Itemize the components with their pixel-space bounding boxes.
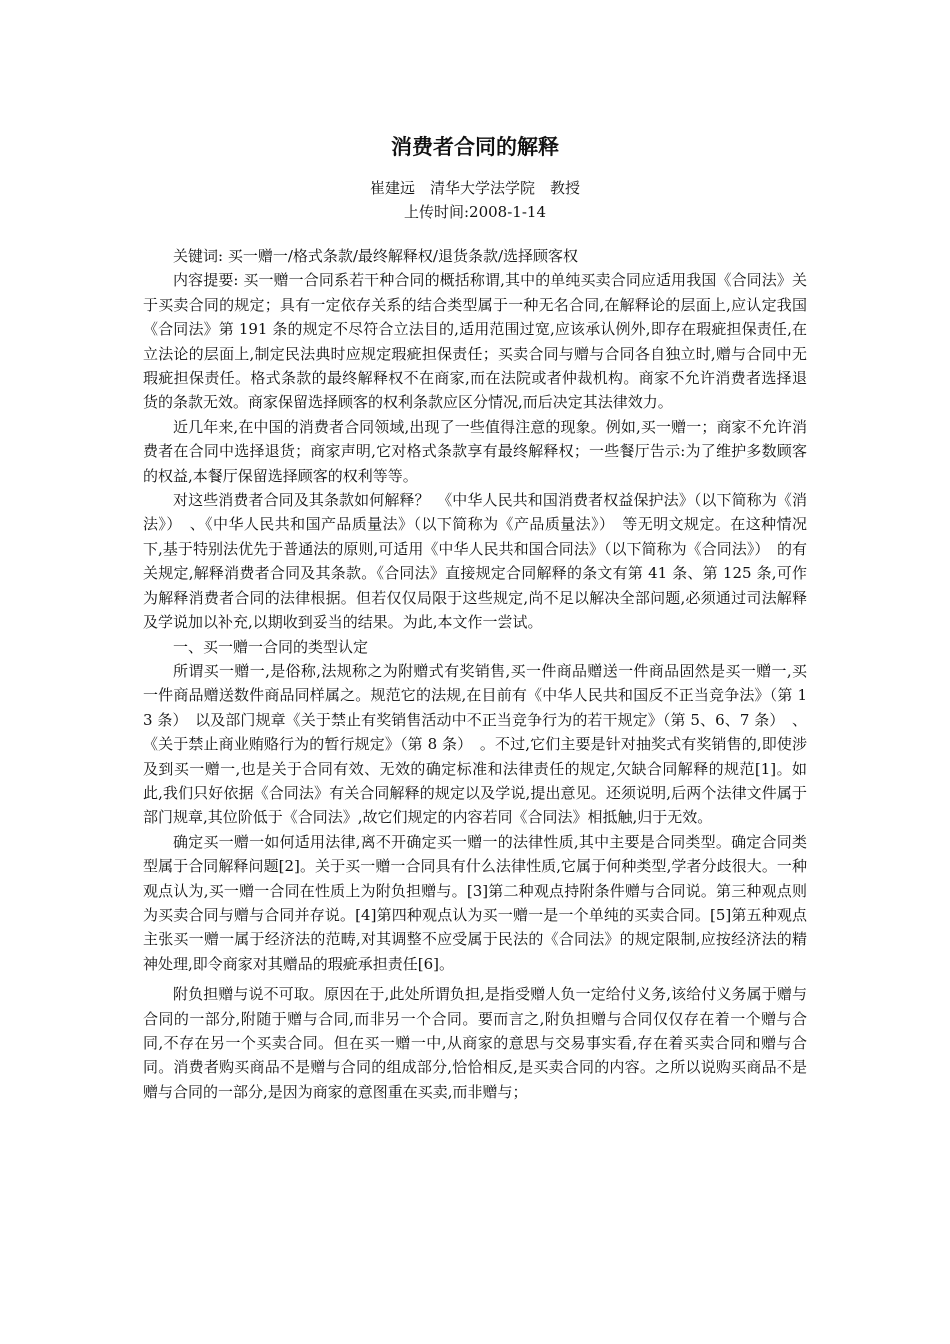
abstract-paragraph: 内容提要: 买一赠一合同系若干种合同的概括称谓,其中的单纯买卖合同应适用我国《合同法》关于买卖合同的规定；具有一定依存关系的结合类型属于一种无名合同,在解释论的层面上,应认定我国《合同法》第 191 条的规定不尽符合立法目的,适用范围过宽,应该承认例外,即存在瑕疵担保责任,在立法论的层面上,制定民法典时应规定瑕疵担保责任；买卖合同与赠与合同各自独立时,赠与合同中无瑕疵担保责任。格式条款的最终解释权不在商家,而在法院或者仲裁机构。商家不允许消费者选择退货的条款无效。商家保留选择顾客的权利条款应区分情况,而后决定其法律效力。	[143, 271, 807, 412]
document-page	[143, 132, 807, 1104]
body-paragraph: 所谓买一赠一,是俗称,法规称之为附赠式有奖销售,买一件商品赠送一件商品固然是买一赠一,买一件商品赠送数件商品同样属之。规范它的法规,在目前有《中华人民共和国反不正当竞争法》（第 13 条） 以及部门规章《关于禁止有奖销售活动中不正当竞争行为的若干规定》（第 5、6、7 条） 、《关于禁止商业贿赂行为的暂行规定》（第 8 条） 。不过,它们主要是针对抽奖式有奖销售的,即使涉及到买一赠一,也是关于合同有效、无效的确定标准和法律责任的规定,欠缺合同解释的规范[1]。如此,我们只好依据《合同法》有关合同解释的规定以及学说,提出意见。还须说明,后两个法律文件属于部门规章,其位阶低于《合同法》,故它们规定的内容若同《合同法》相抵触,归于无效。	[143, 661, 807, 827]
body-paragraph: 近几年来,在中国的消费者合同领域,出现了一些值得注意的现象。例如,买一赠一；商家不允许消费者在合同中选择退货；商家声明,它对格式条款享有最终解释权；一些餐厅告示:为了维护多数顾客的权益,本餐厅保留选择顾客的权利等等。	[143, 417, 807, 485]
keywords-paragraph: 关键词: 买一赠一/格式条款/最终解释权/退货条款/选择顾客权	[173, 247, 579, 265]
section-heading: 一、买一赠一合同的类型认定	[173, 637, 369, 656]
document-title: 消费者合同的解释	[391, 134, 559, 159]
body-paragraph: 附负担赠与说不可取。原因在于,此处所谓负担,是指受赠人负一定给付义务,该给付义务属于赠与合同的一部分,附随于赠与合同,而非另一个合同。要而言之,附负担赠与合同仅仅存在着一个赠与合同,不存在另一个买卖合同。但在买一赠一中,从商家的意思与交易事实看,存在着买卖合同和赠与合同。消费者购买商品不是赠与合同的组成部分,恰恰相反,是买卖合同的内容。之所以说购买商品不是赠与合同的一部分,是因为商家的意图重在买卖,而非赠与；	[143, 985, 807, 1101]
body-paragraph: 对这些消费者合同及其条款如何解释？ 《中华人民共和国消费者权益保护法》（以下简称为《消法》） 、《中华人民共和国产品质量法》（以下简称为《产品质量法》） 等无明文规定。在这种情况下,基于特别法优先于普通法的原则,可适用《中华人民共和国合同法》（以下简称为《合同法》） 的有关规定,解释消费者合同及其条款。《合同法》直接规定合同解释的条文有第 41 条、第 125 条,可作为解释消费者合同的法律根据。但若仅仅局限于这些规定,尚不足以解决全部问题,必须通过司法解释及学说加以补充,以期收到妥当的结果。为此,本文作一尝试。	[143, 491, 807, 632]
spacer	[143, 224, 807, 244]
upload-time: 上传时间:2008-1-14	[404, 203, 546, 221]
body-paragraph: 确定买一赠一如何适用法律,离不开确定买一赠一的法律性质,其中主要是合同类型。确定合同类型属于合同解释问题[2]。关于买一赠一合同具有什么法律性质,它属于何种类型,学者分歧很大。一种观点认为,买一赠一合同在性质上为附负担赠与。[3]第二种观点持附条件赠与合同说。第三种观点则为买卖合同与赠与合同并存说。[4]第四种观点认为买一赠一是一个单纯的买卖合同。[5]第五种观点主张买一赠一属于经济法的范畴,对其调整不应受属于民法的《合同法》的规定限制,应按经济法的精神处理,即令商家对其赠品的瑕疵承担责任[6]。	[143, 832, 807, 973]
author-line: 崔建远 清华大学法学院 教授	[369, 179, 580, 197]
